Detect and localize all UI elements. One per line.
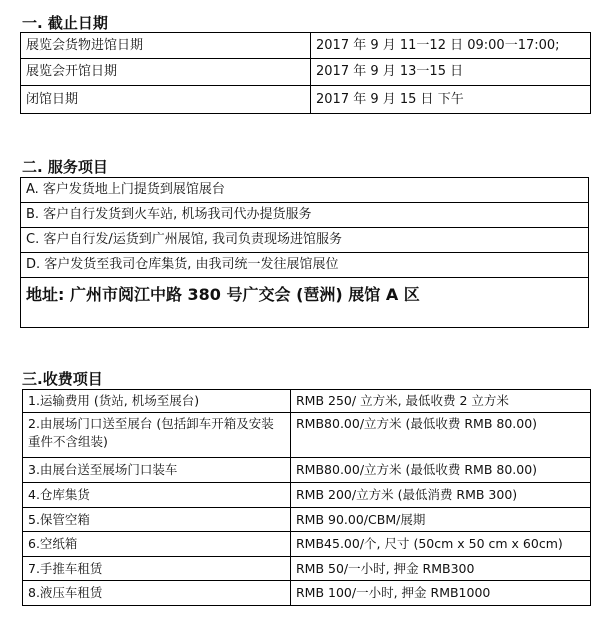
service-item: B. 客户自行发货到火车站, 机场我司代办提货服务 <box>21 203 589 228</box>
service-item: D. 客户发货至我司仓库集货, 由我司统一发往展馆展位 <box>21 253 589 278</box>
list-item <box>21 178 589 203</box>
fee-value: RMB 50/一小时, 押金 RMB300 <box>291 557 591 581</box>
table-row <box>23 413 591 458</box>
service-item: C. 客户自行发/运货到广州展馆, 我司负责现场进馆服务 <box>21 228 589 253</box>
section-title-fees: 三.收费项目 <box>22 370 103 388</box>
fee-value: RMB 90.00/CBM/展期 <box>291 508 591 532</box>
list-item <box>21 228 589 253</box>
service-item: A. 客户发货地上门提货到展馆展台 <box>21 178 589 203</box>
table-row <box>23 557 591 581</box>
fee-value: RMB80.00/立方米 (最低收费 RMB 80.00) <box>291 458 591 483</box>
list-item <box>21 203 589 228</box>
fee-item: 6.空纸箱 <box>23 532 291 557</box>
fee-item: 3.由展台送至展场门口装车 <box>23 458 291 483</box>
fee-item: 5.保管空箱 <box>23 508 291 532</box>
section-title-services: 二. 服务项目 <box>22 158 108 176</box>
fees-table <box>22 389 591 606</box>
fee-value: RMB 250/ 立方米, 最低收费 2 立方米 <box>291 390 591 413</box>
table-row <box>21 59 591 86</box>
deadline-value: 2017 年 9 月 15 日 下午 <box>311 86 591 114</box>
table-row <box>23 390 591 413</box>
deadline-value: 2017 年 9 月 11一12 日 09:00一17:00; <box>311 33 591 59</box>
fee-item: 4.仓库集货 <box>23 483 291 508</box>
fee-value: RMB 200/立方米 (最低消费 RMB 300) <box>291 483 591 508</box>
deadline-label: 闭馆日期 <box>21 86 311 114</box>
address-row <box>21 278 589 328</box>
fee-item: 2.由展场门口送至展台 (包括卸车开箱及安装重件不含组装) <box>23 413 291 458</box>
fee-item: 8.液压车租赁 <box>23 581 291 606</box>
table-row <box>21 86 591 114</box>
table-row <box>23 508 591 532</box>
table-row <box>23 458 591 483</box>
fee-item: 1.运输费用 (货站, 机场至展台) <box>23 390 291 413</box>
deadlines-table <box>20 32 591 114</box>
services-table <box>20 177 589 328</box>
section-title-deadlines: 一. 截止日期 <box>22 14 108 32</box>
fee-item: 7.手推车租赁 <box>23 557 291 581</box>
deadline-label: 展览会货物进馆日期 <box>21 33 311 59</box>
fee-value: RMB 100/一小时, 押金 RMB1000 <box>291 581 591 606</box>
fee-value: RMB45.00/个, 尺寸 (50cm x 50 cm x 60cm) <box>291 532 591 557</box>
deadline-label: 展览会开馆日期 <box>21 59 311 86</box>
deadline-value: 2017 年 9 月 13一15 日 <box>311 59 591 86</box>
table-row <box>21 33 591 59</box>
table-row <box>23 532 591 557</box>
table-row <box>23 581 591 606</box>
venue-address: 地址: 广州市阅江中路 380 号广交会 (琶洲) 展馆 A 区 <box>21 278 589 328</box>
fee-value: RMB80.00/立方米 (最低收费 RMB 80.00) <box>291 413 591 458</box>
list-item <box>21 253 589 278</box>
table-row <box>23 483 591 508</box>
